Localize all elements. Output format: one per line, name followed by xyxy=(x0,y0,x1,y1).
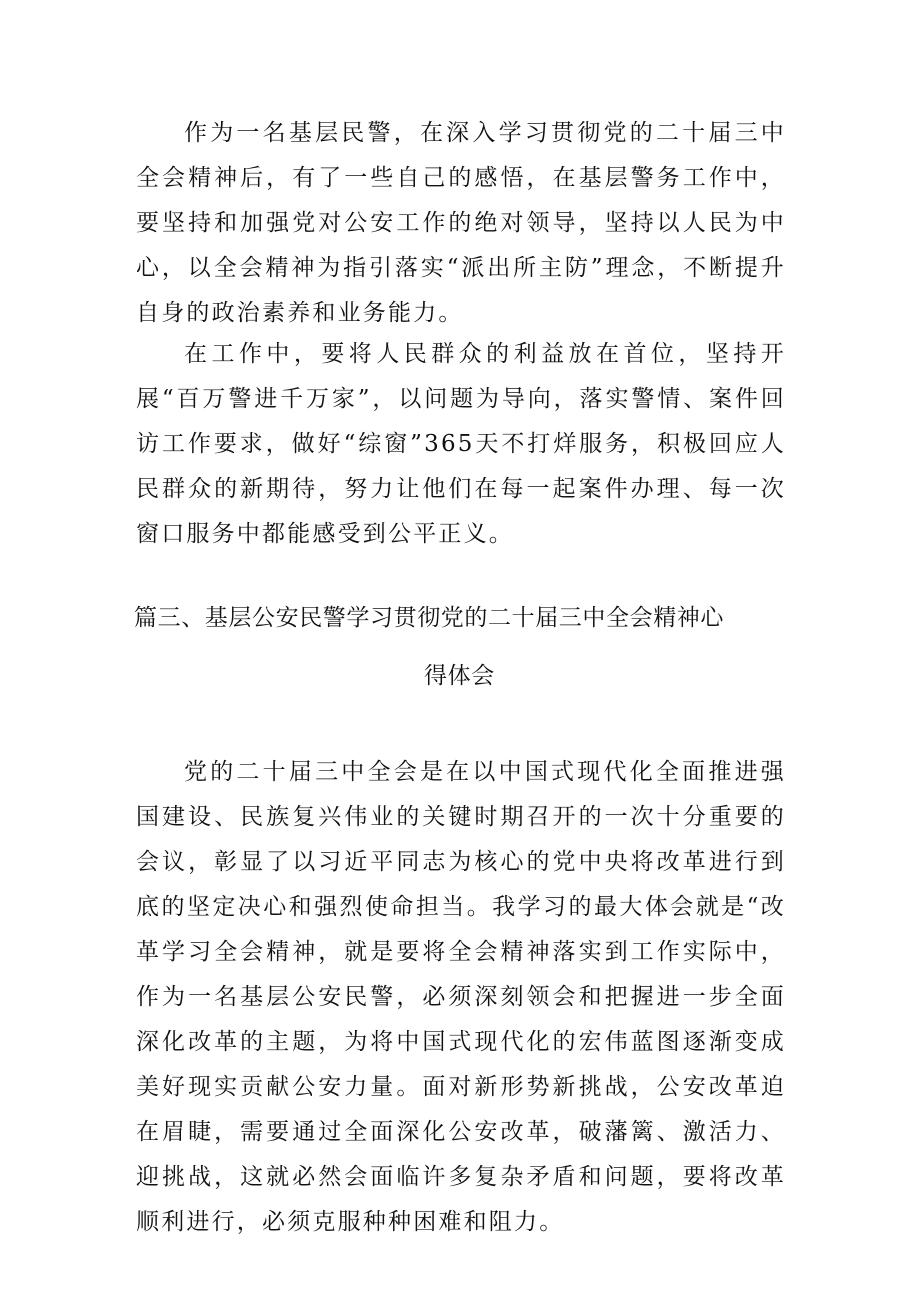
section-heading-line-2: 得体会 xyxy=(424,663,495,689)
paragraph-2: 在工作中，要将人民群众的利益放在首位，坚持开展“百万警进千万家”，以问题为导向，落实警情、案件回访工作要求，做好“综窗”365天不打烊服务，积极回应人民群众的新期待，努力让他们在每一起案件办理、每一次窗口服务中都能感受到公平正义。 xyxy=(136,341,786,547)
paragraph-3: 党的二十届三中全会是在以中国式现代化全面推进强国建设、民族复兴伟业的关键时期召开的一次十分重要的会议，彰显了以习近平同志为核心的党中央将改革进行到底的坚定决心和强烈使命担当。我学习的最大体会就是“改革学习全会精神，就是要将全会精神落实到工作实际中，作为一名基层公安民警，必须深刻领会和把握进一步全面深化改革的主题，为将中国式现代化的宏伟蓝图逐渐变成美好现实贡献公安力量。面对新形势新挑战，公安改革迫在眉睫，需要通过全面深化公安改革，破藩篱、激活力、迎挑战，这就必然会面临许多复杂矛盾和问题，要将改革顺利进行，必须克服种种困难和阻力。 xyxy=(136,759,786,1235)
section-heading-line-1: 篇三、基层公安民警学习贯彻党的二十届三中全会精神心 xyxy=(134,605,724,631)
paragraph-1: 作为一名基层民警，在深入学习贯彻党的二十届三中全会精神后，有了一些自己的感悟，在基层警务工作中，要坚持和加强党对公安工作的绝对领导，坚持以人民为中心，以全会精神为指引落实“派出所主防”理念，不断提升自身的政治素养和业务能力。 xyxy=(136,120,786,326)
